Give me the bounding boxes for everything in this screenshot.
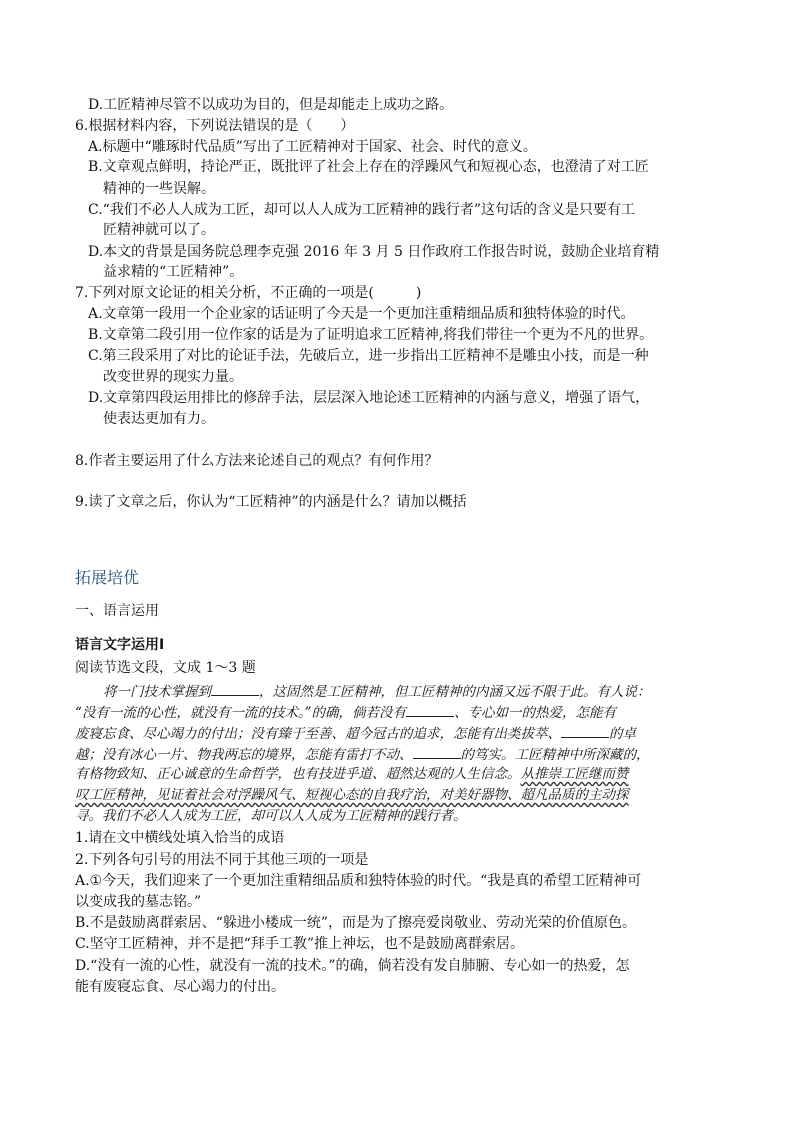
passage-text: ，这固然是工匠精神，但工匠精神的内涵又远不限于此。有人说：	[259, 684, 651, 700]
exercise-2-option-c: C.坚守工匠精神，并不是把“拜手工教”推上神坛，也不是鼓励离群索居。	[75, 936, 524, 952]
q6-option-c-cont: 匠精神就可以了。	[103, 222, 215, 238]
q6-option-b-cont: 精神的一些误解。	[103, 181, 215, 197]
q8: 8.作者主要运用了什么方法来论述自己的观点？有何作用？	[75, 453, 439, 469]
q7-option-d: D.文章第四段运用排比的修辞手法，层层深入地论述工匠精神的内涵与意义，增强了语气，	[88, 390, 650, 406]
wavy-underlined-text: 叹工匠精神，见证着社会对浮躁风气、短视心态的自我疗治，对美好器物、超凡品质的主动探	[75, 787, 629, 803]
subsection-title: 一、语言运用	[75, 603, 159, 619]
q6-option-a: A.标题中“雕琢时代品质”写出了工匠精神对于国家、社会、时代的意义。	[88, 139, 537, 155]
passage-text: 有格物致知、正心诚意的生命哲学，也有技进乎道、超然达观的人生信念。	[75, 766, 521, 782]
passage-line	[75, 723, 636, 743]
passage-line	[75, 765, 629, 783]
exercise-1: 1.请在文中横线处填入恰当的成语	[75, 830, 285, 846]
q7-option-c-cont: 改变世界的现实力量。	[103, 369, 243, 385]
blank-1[interactable]	[211, 681, 259, 696]
exercise-2-option-a-cont: 以变成我的墓志铭。”	[75, 894, 202, 910]
section-title: 拓展培优	[75, 568, 140, 587]
blank-4[interactable]	[413, 744, 461, 759]
q6-stem: 6.根据材料内容，下列说法错误的是（ ）	[75, 118, 355, 134]
blank-3[interactable]	[561, 723, 609, 738]
q6-option-d: D.本文的背景是国务院总理李克强 2016 年 3 月 5 日作政府工作报告时说，鼓励企业培育精	[88, 244, 660, 260]
passage-text: “没有一流的心性，就没有一流的技术。”的确，倘若没有	[75, 705, 407, 721]
passage-text: 的卓	[609, 726, 636, 742]
passage-line	[75, 744, 650, 764]
q6-option-b: B.文章观点鲜明，持论严正，既批评了社会上存在的浮躁风气和短视心态，也澄清了对工匠	[88, 159, 649, 175]
passage-text: 废寝忘食、尽心竭力的付出；没有臻于至善、超今冠古的追求，怎能有出类拔萃、	[75, 726, 561, 742]
exercise-2-option-d: D.“没有一流的心性，就没有一流的技术。”的确，倘若没有发自肺腑、专心如一的热爱，怎	[75, 958, 630, 974]
passage-text: 越；没有冰心一片、物我两忘的境界，怎能有雷打不动、	[75, 747, 413, 763]
exercise-2-option-a: A.①今天，我们迎来了一个更加注重精细品质和独特体验的时代。“我是真的希望工匠精神可	[75, 873, 642, 889]
passage-line	[103, 681, 651, 701]
q7-option-d-cont: 使表达更加有力。	[103, 411, 215, 427]
exercise-2-option-d-cont: 能有废寝忘食、尽心竭力的付出。	[75, 979, 285, 995]
passage-line	[75, 786, 629, 804]
exercise-2-stem: 2.下列各句引号的用法不同于其他三项的一项是	[75, 852, 369, 868]
instruction: 阅读节选文段，文成 1～3 题	[75, 660, 256, 676]
exercise-2-option-b: B.不是鼓励离群索居、“躲进小楼成一统”，而是为了擦亮爱岗敬业、劳动光荣的价值原色。	[75, 915, 637, 931]
q6-option-d-cont: 益求精的“工匠精神”。	[103, 264, 244, 280]
passage-text: 、专心如一的热爱，怎能有	[454, 705, 617, 721]
q7-option-c: C.第三段采用了对比的论证手法，先破后立，进一步指出工匠精神不是雕虫小技，而是一种	[88, 348, 649, 364]
q6-option-c: C.“我们不必人人成为工匠，却可以人人成为工匠精神的践行者”这句话的含义是只要有工	[88, 202, 635, 218]
q7-stem: 7.下列对原文论证的相关分析，不正确的一项是( )	[75, 285, 422, 301]
passage-line	[75, 702, 616, 722]
q5-option-d: D.工匠精神尽管不以成功为目的，但是却能走上成功之路。	[88, 97, 454, 113]
exercise-title: 语言文字运用Ⅰ	[75, 637, 165, 653]
q7-option-b: B.文章第二段引用一位作家的话是为了证明追求工匠精神,将我们带往一个更为不凡的世界。	[88, 327, 654, 343]
q9: 9.读了文章之后，你认为“工匠精神”的内涵是什么？请加以概括	[75, 494, 467, 510]
passage-text: 将一门技术掌握到	[103, 684, 211, 700]
q7-option-a: A.文章第一段用一个企业家的话证明了今天是一个更加注重精细品质和独特体验的时代。	[88, 306, 635, 322]
blank-2[interactable]	[406, 702, 454, 717]
wavy-underlined-text: 从推崇工匠继而赞	[520, 766, 629, 782]
passage-line: 寻。我们不必人人成为工匠，却可以人人成为工匠精神的践行者。	[75, 808, 467, 824]
passage-text: 的笃实。工匠精神中所深藏的，	[460, 747, 650, 763]
